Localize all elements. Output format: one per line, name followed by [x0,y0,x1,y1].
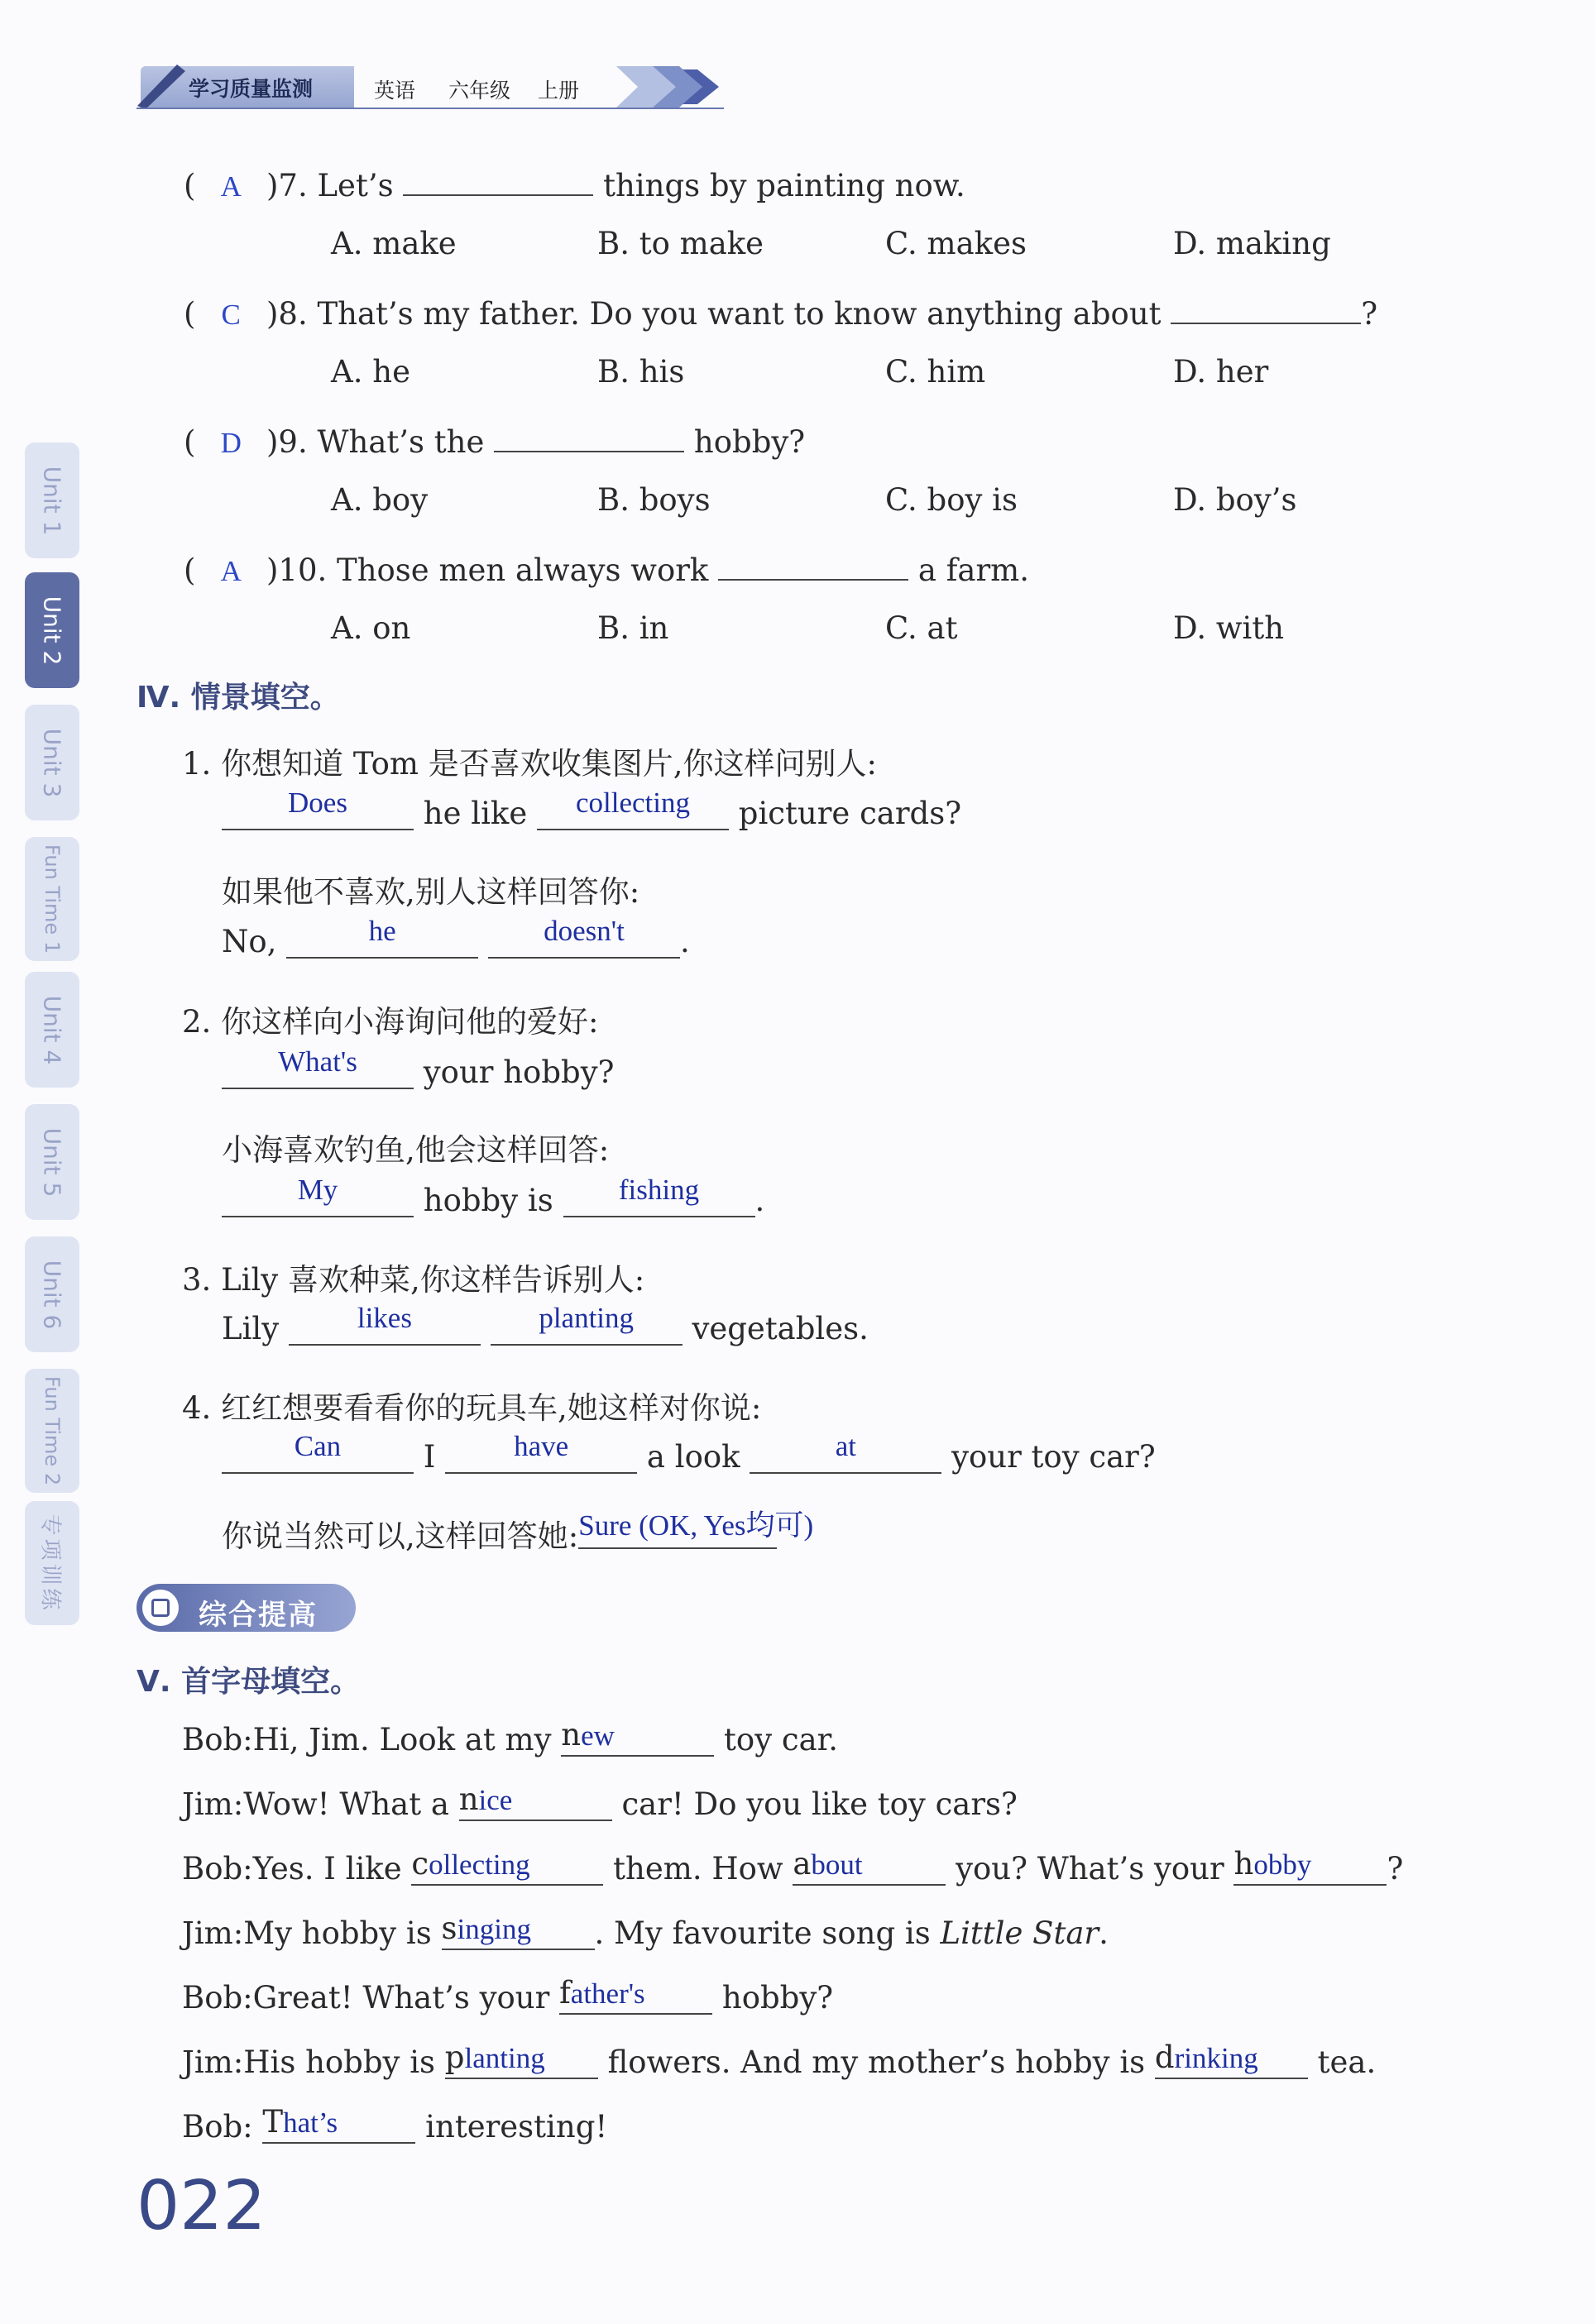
tab-unit-6[interactable]: Unit 6 [25,1236,79,1352]
q7-option-d: D. making [1173,226,1331,261]
s4-q1-prompt2: 如果他不喜欢,别人这样回答你: [222,874,640,910]
q8-option-b: B. his [597,354,685,390]
question-8: ( C )8. That’s my father. Do you want to know anything about ? [184,289,1377,332]
tab-unit-3[interactable]: Unit 3 [25,705,79,820]
q7-option-c: C. makes [885,226,1027,261]
q8-option-a: A. he [331,354,410,390]
banner-label: 综合提高 [199,1599,318,1632]
s4-q4-answer-line: Can I have a look at your toy car? [222,1439,1156,1475]
tab-unit-5[interactable]: Unit 5 [25,1104,79,1220]
s4-q1-reply-line: No, he doesn't . [222,915,690,959]
question-7: ( A )7. Let’s things by painting now. [184,161,965,203]
s4-q1-answer-line: Does he like collecting picture cards? [222,796,961,831]
tab-special-training[interactable]: 专项训练 [25,1501,79,1625]
q9-option-c: C. boy is [885,482,1018,518]
tab-unit-2[interactable]: Unit 2 [25,572,79,688]
dialog-line-3: Bob:Yes. I like collecting them. How about you? What’s your hobby ? [182,1846,1404,1886]
dialog-line-4: Jim:My hobby is singing . My favourite song is Little Star. [182,1910,1109,1951]
banner-square-icon [151,1599,170,1617]
s4-q3-answer-line: Lily likes planting vegetables. [222,1302,869,1346]
q8-option-d: D. her [1173,354,1269,390]
q9-option-a: A. boy [331,482,429,518]
q9-option-b: B. boys [597,482,711,518]
section-5-title: Ⅴ. 首字母填空。 [137,1665,361,1699]
s4-q2-reply-line: My hobby is fishing . [222,1183,764,1218]
subject: 英语 [374,79,416,103]
pen-icon [132,58,190,109]
s4-q2-answer-line: What's your hobby? [222,1054,614,1090]
tab-unit-1[interactable]: Unit 1 [25,442,79,558]
s4-q4-reply-line: 你说当然可以,这样回答她:Sure (OK, Yes均可) [222,1509,814,1554]
s4-q2-prompt2: 小海喜欢钓鱼,他会这样回答: [222,1132,610,1168]
question-10: ( A )10. Those men always work a farm. [184,546,1029,588]
volume: 上册 [538,79,580,103]
s4-q2-prompt: 2. 你这样向小海询问他的爱好: [182,1004,599,1040]
s4-q1-prompt: 1. 你想知道 Tom 是否喜欢收集图片,你这样问别人: [182,746,877,782]
q9-option-d: D. boy’s [1173,482,1297,518]
dialog-line-1: Bob:Hi, Jim. Look at my new toy car. [182,1717,839,1757]
q10-option-d: D. with [1173,610,1285,646]
dialog-line-2: Jim:Wow! What a nice car! Do you like toy cars? [182,1781,1018,1822]
tab-fun-time-2[interactable]: Fun Time 2 [25,1369,79,1493]
tab-fun-time-1[interactable]: Fun Time 1 [25,837,79,961]
q7-option-a: A. make [331,226,457,261]
page-number: 022 [137,2167,266,2245]
tab-unit-4[interactable]: Unit 4 [25,972,79,1088]
chevron-arrows-icon [616,63,724,111]
q8-option-c: C. him [885,354,986,390]
question-9: ( D )9. What’s the hobby? [184,418,805,460]
book-title: 学习质量监测 [189,77,314,101]
s4-q3-prompt: 3. Lily 喜欢种菜,你这样告诉别人: [182,1262,645,1298]
grade: 六年级 [448,79,511,103]
dialog-line-7: Bob: That’s interesting! [182,2104,608,2145]
dialog-line-5: Bob:Great! What’s your father's hobby? [182,1975,834,2016]
s4-q4-prompt: 4. 红红想要看看你的玩具车,她这样对你说: [182,1390,762,1426]
header-rule [137,108,724,109]
q7-option-b: B. to make [597,226,764,261]
q10-option-a: A. on [331,610,411,646]
dialog-line-6: Jim:His hobby is planting flowers. And my mother’s hobby is drinking tea. [182,2039,1377,2080]
section-4-title: Ⅳ. 情景填空。 [137,681,340,715]
q10-option-c: C. at [885,610,958,646]
q10-option-b: B. in [597,610,669,646]
